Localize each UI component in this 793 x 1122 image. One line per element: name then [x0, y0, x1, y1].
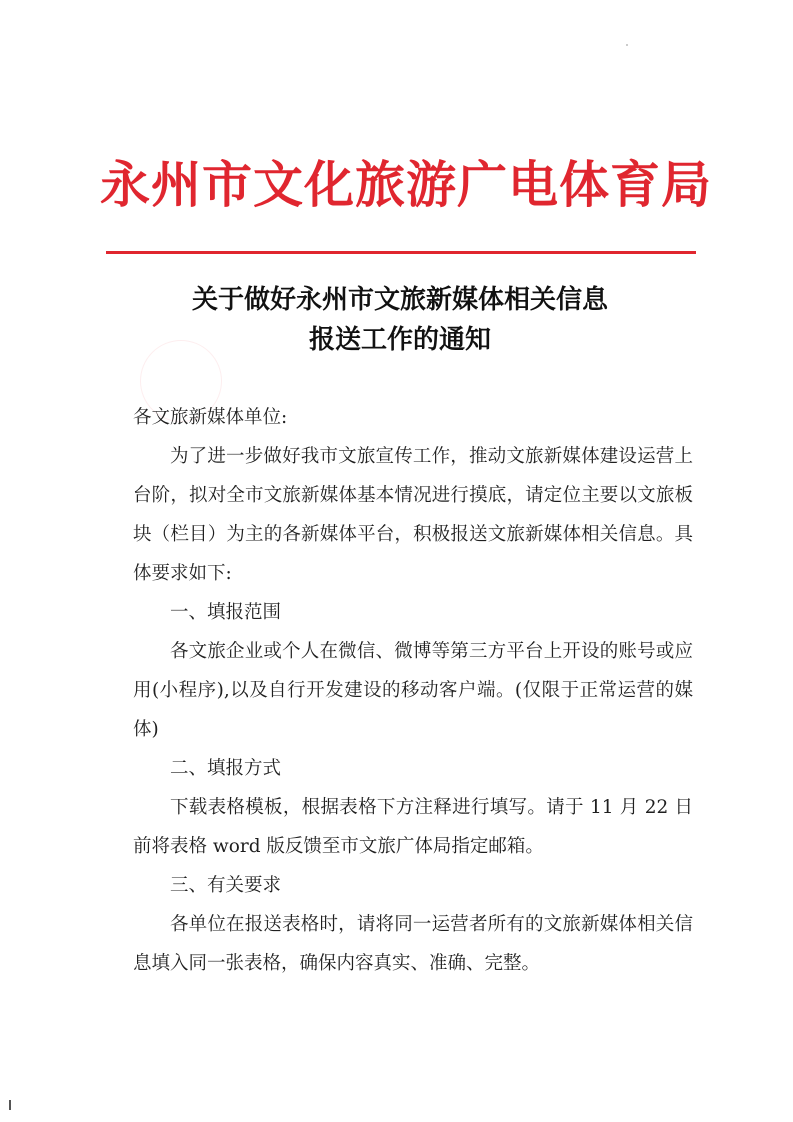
letterhead-red-rule	[106, 251, 696, 254]
salutation: 各文旅新媒体单位:	[133, 407, 288, 428]
section-heading-requirements: 三、有关要求	[170, 875, 282, 896]
notice-title	[100, 280, 700, 360]
letterhead-org-name: 永州市文化旅游广电体育局	[100, 155, 712, 214]
section-heading-scope: 一、填报范围	[170, 602, 282, 623]
notice-title-line-1: 关于做好永州市文旅新媒体相关信息	[191, 285, 608, 315]
method-paragraph: 下载表格模板，根据表格下方注释进行填写。请于 11 月 22 日前将表格 word 版反馈至市文旅广体局指定邮箱。	[133, 797, 693, 857]
scan-speck	[626, 44, 628, 46]
notice-title-line-2: 报送工作的通知	[308, 325, 491, 355]
scope-paragraph: 各文旅企业或个人在微信、微博等第三方平台上开设的账号或应用(小程序),以及自行开发建设的移动客户端。(仅限于正常运营的媒体)	[133, 641, 693, 740]
section-heading-method: 二、填报方式	[170, 758, 282, 779]
intro-paragraph: 为了进一步做好我市文旅宣传工作，推动文旅新媒体建设运营上台阶，拟对全市文旅新媒体基本情况进行摸底，请定位主要以文旅板块（栏目）为主的各新媒体平台，积极报送文旅新媒体相关信息。具体要求如下:	[133, 446, 693, 584]
notice-body	[133, 398, 693, 983]
scan-edge-mark	[9, 1100, 11, 1110]
requirements-paragraph: 各单位在报送表格时，请将同一运营者所有的文旅新媒体相关信息填入同一张表格，确保内容真实、准确、完整。	[133, 914, 693, 974]
